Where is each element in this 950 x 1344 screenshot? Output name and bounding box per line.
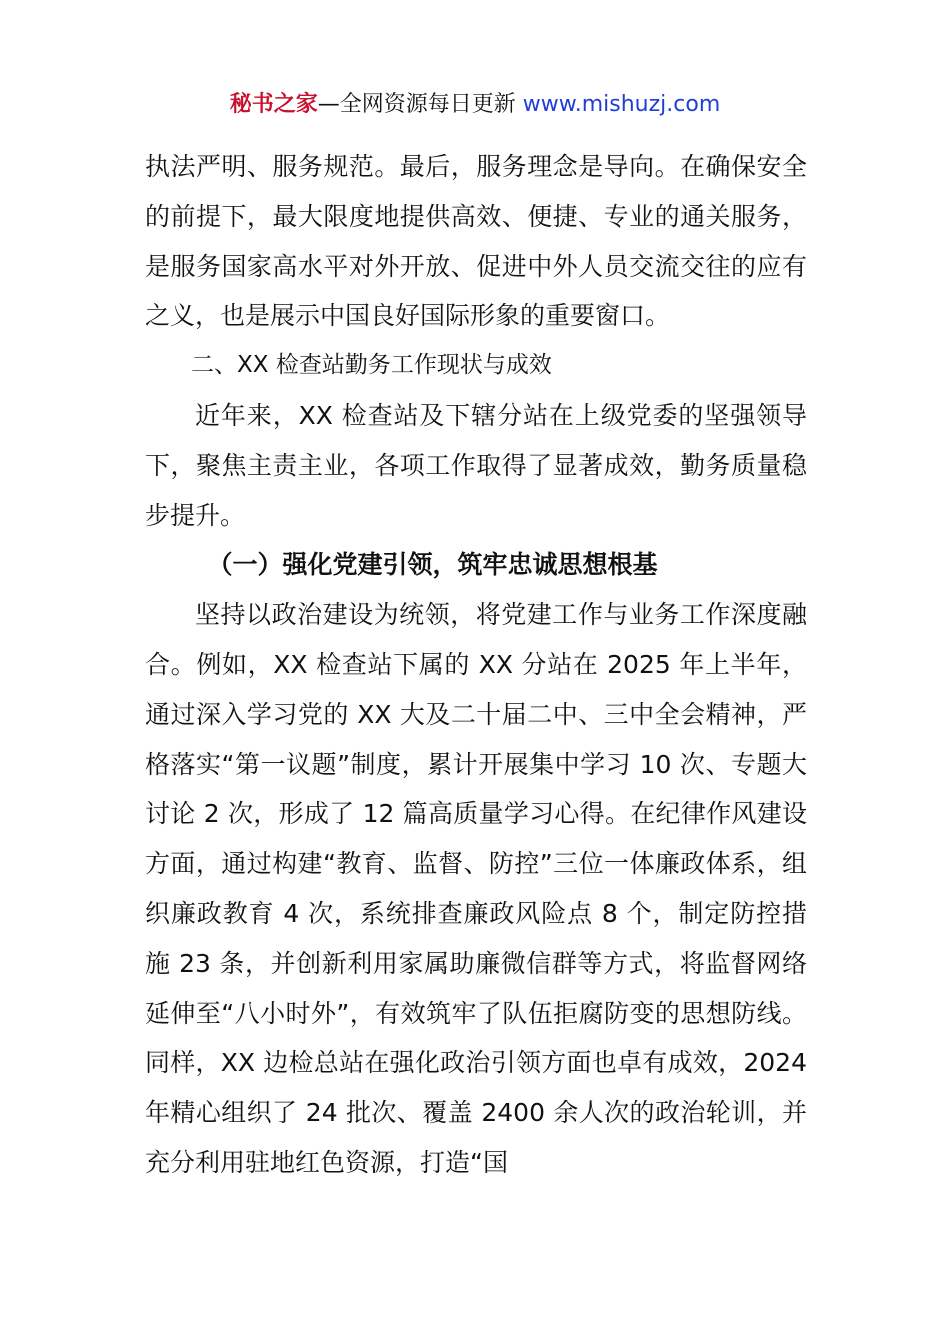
paragraph-party-building: 坚持以政治建设为统领，将党建工作与业务工作深度融合。例如，XX 检查站下属的 XX 分站在 2025 年上半年，通过深入学习党的 XX 大及二十届二中、三中全会精神，严格落实“第一议题”制度，累计开展集中学习 10 次、专题大讨论 2 次，形成了 12 篇高质量学习心得。在纪律作风建设方面，通过构建“教育、监督、防控”三位一体廉政体系，组织廉政教育 4 次，系统排查廉政风险点 8 个，制定防控措施 23 条，并创新利用家属助廉微信群等方式，将监督网络延伸至“八小时外”，有效筑牢了队伍拒腐防变的思想防线。同样，XX 边检总站在强化政治引领方面也卓有成效，2024 年精心组织了 24 批次、覆盖 2400 余人次的政治轮训，并充分利用驻地红色资源，打造“国 [145, 600, 807, 1177]
subsection-heading-1: （一）强化党建引领，筑牢忠诚思想根基 [207, 550, 658, 580]
paragraph-service-concept: 执法严明、服务规范。最后，服务理念是导向。在确保安全的前提下，最大限度地提供高效、便捷、专业的通关服务，是服务国家高水平对外开放、促进中外人员交流交往的应有之义，也是展示中国良好国际形象的重要窗口。 [145, 152, 807, 331]
section-heading-2: 二、XX 检查站勤务工作现状与成效 [191, 352, 552, 379]
document-body [145, 142, 807, 1188]
site-header [0, 88, 950, 122]
site-brand: 秘书之家 [229, 92, 318, 117]
site-tagline: —全网资源每日更新 [317, 92, 523, 117]
site-url-link[interactable]: www.mishuzj.com [522, 92, 721, 117]
paragraph-intro-achievements: 近年来，XX 检查站及下辖分站在上级党委的坚强领导下，聚焦主责主业，各项工作取得了显著成效，勤务质量稳步提升。 [145, 400, 807, 530]
